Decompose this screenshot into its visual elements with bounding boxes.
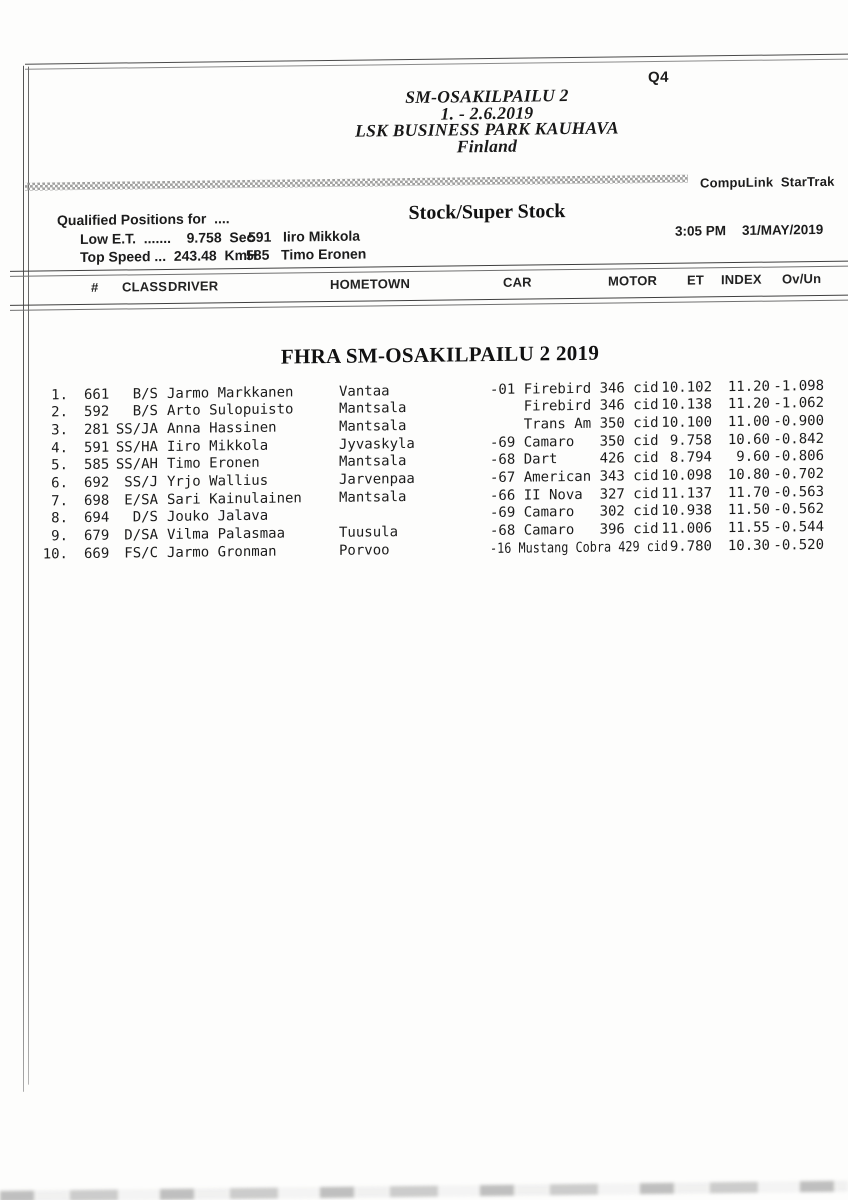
cell-hometown: Mantsala <box>339 400 407 418</box>
low-et-label: Low E.T. ....... 9.758 Sec <box>80 228 255 248</box>
cell-num: 281 <box>84 421 110 438</box>
cell-index: 10.80 <box>727 466 770 484</box>
event-name: SM-OSAKILPAILU 2 <box>405 85 569 108</box>
scan-artifact-bottom <box>0 1181 848 1200</box>
cell-index: 9.60 <box>736 448 770 466</box>
cell-hometown: Jarvenpaa <box>339 470 415 488</box>
cell-pos: 2. <box>51 404 68 421</box>
cell-pos: 9. <box>51 528 68 545</box>
cell-car-motor: -69 Camaro 302 cid <box>490 503 659 522</box>
top-speed-label: Top Speed ... 243.48 KmH <box>80 246 258 266</box>
report-title: FHRA SM-OSAKILPAILU 2 2019 <box>280 340 600 369</box>
cell-hometown: Porvoo <box>339 542 390 559</box>
cell-driver: Jouko Jalava <box>167 508 269 526</box>
cell-car-motor: -68 Dart 426 cid <box>490 450 659 469</box>
class-title: Stock/Super Stock <box>408 200 566 225</box>
cell-pos: 3. <box>51 422 68 439</box>
cell-ovun: -0.544 <box>773 519 824 536</box>
cell-pos: 4. <box>51 439 68 456</box>
column-header-driver: DRIVER <box>168 278 219 294</box>
column-header-class: CLASS <box>122 278 168 295</box>
dotted-separator <box>25 175 688 191</box>
cell-ovun: -1.062 <box>773 395 824 412</box>
cell-et: 11.006 <box>661 520 712 538</box>
cell-num: 591 <box>84 439 110 456</box>
top-speed-holder: 585 Timo Eronen <box>246 245 367 263</box>
event-dates: 1. - 2.6.2019 <box>440 101 534 124</box>
cell-pos: 5. <box>51 457 68 474</box>
page-left-border <box>23 66 24 1092</box>
page-left-border-inner <box>28 67 29 1085</box>
cell-num: 661 <box>84 386 110 403</box>
cell-num: 692 <box>84 474 110 491</box>
cell-num: 585 <box>84 456 110 474</box>
cell-cls: SS/J <box>124 474 158 491</box>
cell-driver: Vilma Palasmaa <box>167 525 286 544</box>
cell-index: 10.30 <box>727 537 770 554</box>
cell-hometown: Jyvaskyla <box>339 435 415 453</box>
page-top-border <box>25 54 848 70</box>
cell-index: 11.20 <box>727 395 770 413</box>
cell-num: 669 <box>84 545 110 562</box>
cell-car-motor: -68 Camaro 396 cid <box>490 521 659 540</box>
cell-index: 11.50 <box>727 501 770 519</box>
cell-driver: Anna Hassinen <box>167 419 277 437</box>
cell-index: 11.20 <box>727 378 770 395</box>
event-country: Finland <box>456 135 518 156</box>
cell-index: 10.60 <box>727 431 770 448</box>
cell-et: 10.098 <box>661 467 712 484</box>
cell-num: 694 <box>84 510 110 527</box>
column-header-motor: MOTOR <box>608 272 658 289</box>
cell-et: 10.938 <box>661 502 712 520</box>
print-date: 31/MAY/2019 <box>742 221 824 238</box>
cell-cls: FS/C <box>124 544 158 562</box>
cell-driver: Sari Kainulainen <box>167 489 302 508</box>
cell-cls: D/SA <box>124 527 158 544</box>
cell-car-motor: Trans Am 350 cid <box>490 414 659 433</box>
column-header-index: INDEX <box>721 271 762 288</box>
print-time: 3:05 PM <box>675 223 727 239</box>
cell-et: 10.100 <box>661 414 712 431</box>
column-header-et: ET <box>687 272 705 288</box>
cell-cls: B/S <box>132 403 158 420</box>
cell-driver: Arto Sulopuisto <box>167 401 294 420</box>
cell-hometown: Tuusula <box>339 524 399 541</box>
header-rule-bottom <box>10 295 848 311</box>
qualified-positions-label: Qualified Positions for .... <box>57 210 230 229</box>
cell-driver: Jarmo Gronman <box>167 543 277 561</box>
cell-driver: Timo Eronen <box>167 455 260 473</box>
column-header-hometown: HOMETOWN <box>330 275 411 292</box>
cell-car-motor: Firebird 346 cid <box>490 397 659 416</box>
cell-index: 11.00 <box>727 413 770 430</box>
cell-ovun: -0.562 <box>773 501 824 518</box>
cell-num: 679 <box>84 527 110 545</box>
cell-num: 698 <box>84 492 110 509</box>
cell-pos: 10. <box>42 545 68 563</box>
cell-cls: D/S <box>132 509 158 526</box>
cell-ovun: -0.563 <box>773 483 824 501</box>
cell-et: 11.137 <box>661 484 712 502</box>
column-header-car: CAR <box>503 274 532 290</box>
cell-ovun: -0.842 <box>773 430 824 448</box>
cell-ovun: -0.900 <box>773 412 824 430</box>
cell-pos: 1. <box>51 386 68 403</box>
cell-cls: SS/JA <box>115 420 158 438</box>
cell-car-motor: -69 Camaro 350 cid <box>490 432 659 451</box>
cell-cls: SS/AH <box>115 456 158 473</box>
cell-pos: 8. <box>51 510 68 527</box>
cell-ovun: -0.520 <box>773 536 824 554</box>
cell-ovun: -1.098 <box>773 377 824 395</box>
cell-cls: B/S <box>132 385 158 402</box>
cell-car-motor: -01 Firebird 346 cid <box>490 379 659 398</box>
cell-cls: E/SA <box>124 491 158 509</box>
cell-et: 8.794 <box>669 449 712 467</box>
cell-ovun: -0.702 <box>773 465 824 483</box>
cell-car-motor: -67 American 343 cid <box>490 467 659 487</box>
cell-hometown: Mantsala <box>339 488 407 506</box>
cell-ovun: -0.806 <box>773 448 824 465</box>
cell-pos: 7. <box>51 492 68 510</box>
event-header <box>187 84 787 157</box>
event-venue: LSK BUSINESS PARK KAUHAVA <box>355 117 619 141</box>
cell-num: 592 <box>84 403 110 421</box>
cell-car-motor: -66 II Nova 327 cid <box>490 485 659 504</box>
page-label: Q4 <box>648 68 670 87</box>
cell-et: 9.780 <box>669 538 712 555</box>
cell-index: 11.55 <box>727 519 770 537</box>
cell-driver: Jarmo Markkanen <box>167 383 294 402</box>
cell-et: 9.758 <box>669 431 712 449</box>
cell-et: 10.138 <box>661 396 712 414</box>
cell-hometown: Mantsala <box>339 417 407 435</box>
cell-driver: Iiro Mikkola <box>167 437 269 455</box>
column-header-ov-un: Ov/Un <box>782 270 822 287</box>
cell-et: 10.102 <box>661 378 712 396</box>
cell-index: 11.70 <box>727 484 770 501</box>
cell-driver: Yrjo Wallius <box>167 472 269 490</box>
cell-cls: SS/HA <box>115 438 158 456</box>
cell-hometown: Mantsala <box>339 453 407 471</box>
timing-brand: CompuLink StarTrak <box>700 173 835 191</box>
low-et-holder: 591 Iiro Mikkola <box>248 227 361 245</box>
column-header--: # <box>91 279 99 295</box>
cell-hometown: Vantaa <box>339 382 390 400</box>
cell-car-motor: -16 Mustang Cobra 429 cid <box>490 538 669 557</box>
cell-pos: 6. <box>51 475 68 492</box>
